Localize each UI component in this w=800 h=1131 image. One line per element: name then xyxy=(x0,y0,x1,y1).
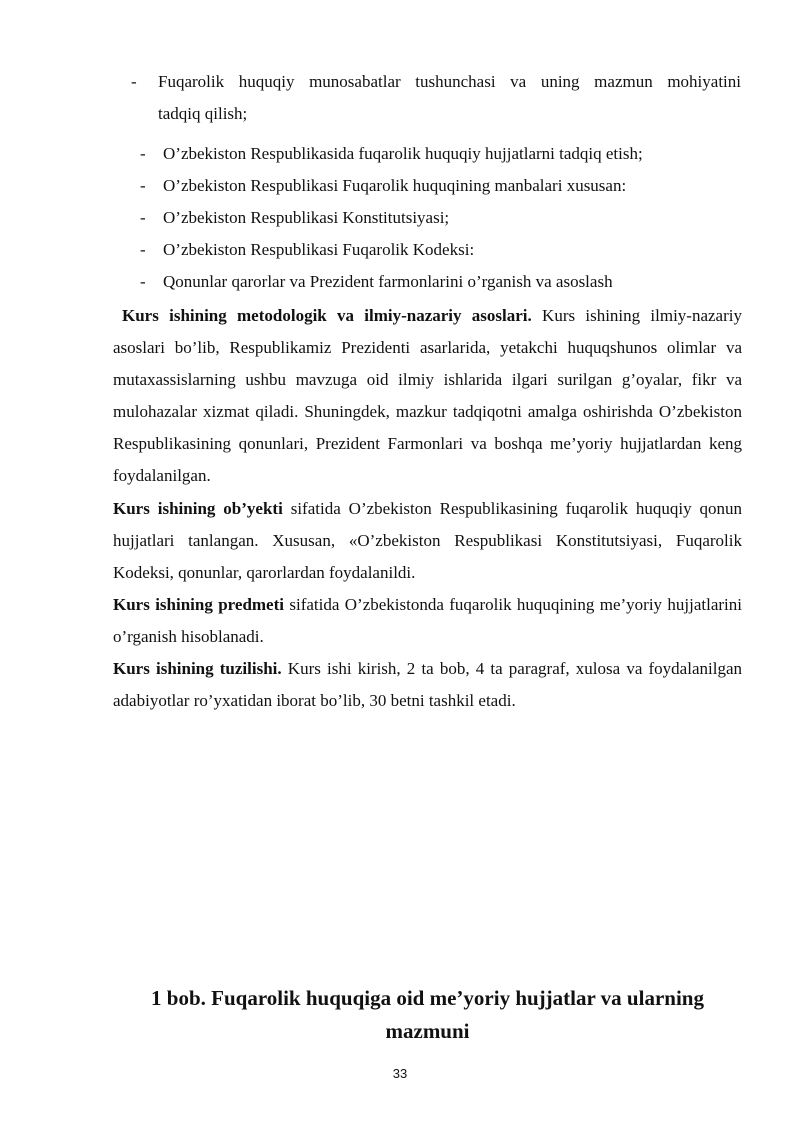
list-item-text: O’zbekiston Respublikasi Fuqarolik huquqining manbalari xususan: xyxy=(163,176,627,195)
list-dash: - xyxy=(140,144,146,163)
paragraph-text: Kurs ishining ilmiy-nazariy asoslari bo’lib, Respublikamiz Prezidenti asarlarida, yetakchi huquqshunos olimlar va mutaxassislarning ushbu mavzuga oid ilmiy ishlarida ilgari surilgan g’oyalar, fikr va mulohazalar xizmat qiladi. Shuningdek, mazkur tadqiqotni amalga oshirishda O’zbekiston Respublikasining qonunlari, Prezident Farmonlari va boshqa me’yoriy hujjatlardan keng foydalanilgan. xyxy=(113,306,742,486)
list-item-text: O’zbekiston Respublikasida fuqarolik huquqiy hujjatlarni tadqiq etish; xyxy=(163,144,643,163)
paragraph-methodology xyxy=(113,300,742,493)
list-dash: - xyxy=(140,208,146,227)
list-item-text: O’zbekiston Respublikasi Fuqarolik Kodeksi: xyxy=(163,240,475,259)
paragraph-text: Kurs ishi kirish, 2 ta bob, 4 ta paragraf, xulosa va foydalanilgan adabiyotlar ro’yxatidan iborat bo’lib, 30 betni tashkil etadi. xyxy=(113,659,742,711)
list-dash: - xyxy=(140,272,146,291)
paragraph-structure xyxy=(113,653,742,717)
body-text xyxy=(113,300,742,717)
paragraph-subject xyxy=(113,589,742,653)
paragraph-object xyxy=(113,493,742,589)
chapter-heading-line: 1 bob. Fuqarolik huquqiga oid me’yoriy hujjatlar va ularning xyxy=(151,986,704,1010)
list-item-text-continued: tadqiq qilish; xyxy=(158,104,248,123)
paragraph-text: sifatida O’zbekiston Respublikasining fuqarolik huquqiy qonun hujjatlari tanlangan. Xususan, «O’zbekiston Respublikasi Konstitutsiyasi, Fuqarolik Kodeksi, qonunlar, qarorlardan foydalanildi. xyxy=(113,498,742,582)
paragraph-lead: Kurs ishining predmeti xyxy=(113,594,284,614)
paragraph-lead: Kurs ishining metodologik va ilmiy-nazariy asoslari. xyxy=(122,306,532,325)
paragraph-lead: Kurs ishining tuzilishi. xyxy=(113,659,282,679)
paragraph-text: sifatida O’zbekistonda fuqarolik huquqining me’yoriy hujjatlarini o’rganish hisoblanadi. xyxy=(113,594,742,646)
list-item-text: Qonunlar qarorlar va Prezident farmonlarini o’rganish va asoslash xyxy=(163,272,613,291)
chapter-heading-line: mazmuni xyxy=(385,1019,470,1043)
paragraph-lead: Kurs ishining ob’yekti xyxy=(113,498,283,518)
list-dash: - xyxy=(140,240,146,259)
chapter-heading xyxy=(113,982,742,1048)
list-dash: - xyxy=(140,176,146,195)
list-item-text: O’zbekiston Respublikasi Konstitutsiyasi; xyxy=(163,208,450,227)
list-dash: - xyxy=(131,72,137,91)
page-number: 33 xyxy=(392,1066,408,1081)
list-item-text: Fuqarolik huquqiy munosabatlar tushunchasi va uning mazmun mohiyatini xyxy=(158,72,741,91)
